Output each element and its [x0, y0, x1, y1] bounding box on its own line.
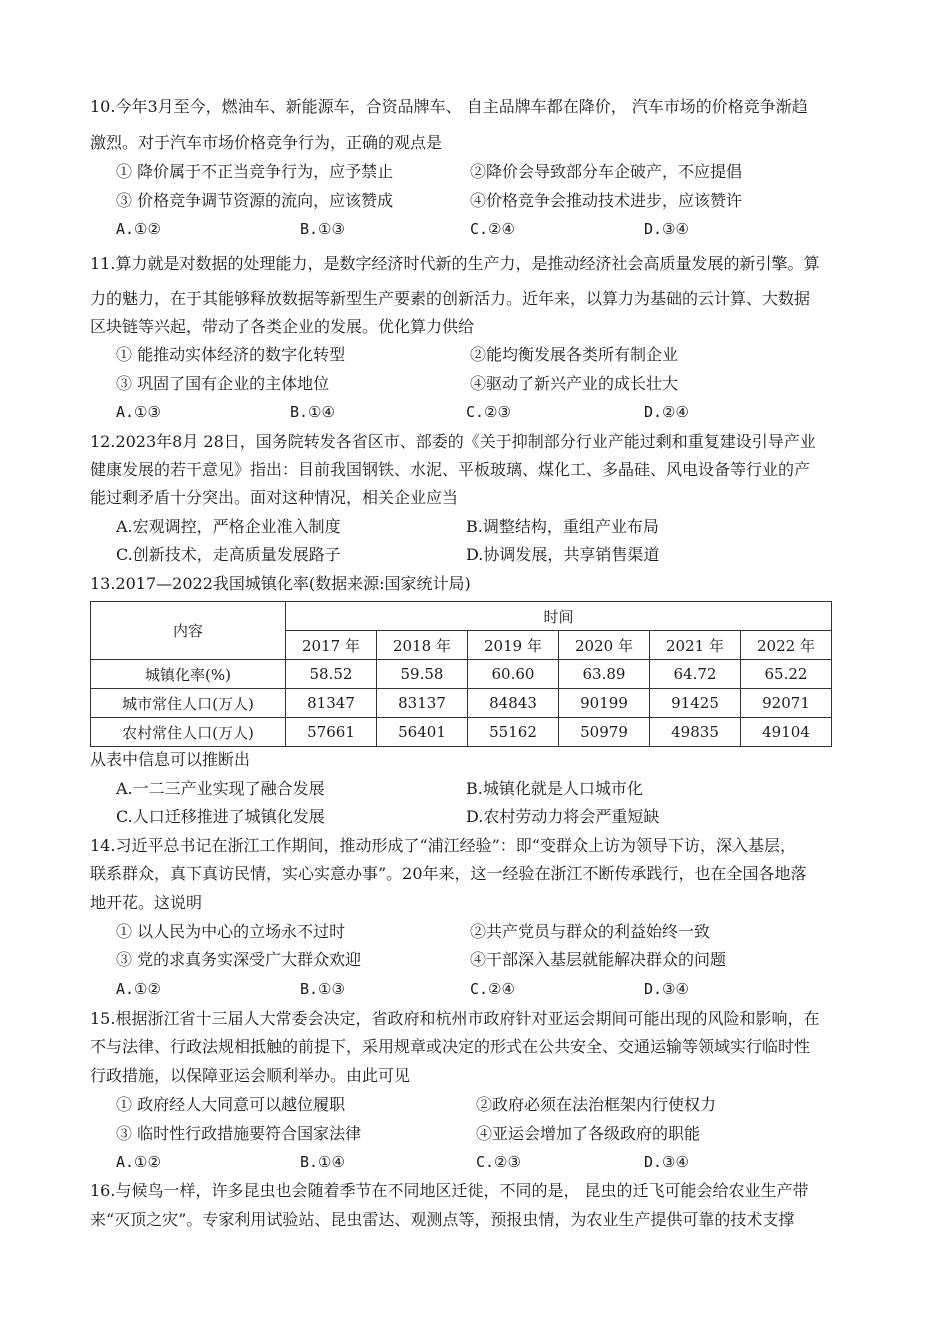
q15-statement-3: ③ 临时性行政措施要符合国家法律: [116, 1124, 362, 1143]
q13-choice-c: C.人口迁移推进了城镇化发展: [116, 807, 325, 826]
q11-choice-d: D.②④: [644, 403, 689, 421]
q10-statement-4: ④价格竞争会推动技术进步，应该赞许: [470, 191, 743, 210]
table-cell: 55162: [468, 718, 559, 747]
table-cell: 65.22: [741, 660, 832, 689]
q10-stem-line2: 激烈。对于汽车市场价格竞争行为，正确的观点是: [90, 133, 443, 152]
q16-stem-line1: 16.与候鸟一样，许多昆虫也会随着季节在不同地区迁徙，不同的是， 昆虫的迁飞可能会给农业生产带: [90, 1181, 809, 1200]
q13-choice-a: A.一二三产业实现了融合发展: [116, 779, 325, 798]
table-cell: 64.72: [650, 660, 741, 689]
table-row: [91, 660, 832, 689]
table-cell: 58.52: [286, 660, 377, 689]
table-cell: 49104: [741, 718, 832, 747]
q13-choice-d: D.农村劳动力将会严重短缺: [466, 807, 660, 826]
table-row: [91, 689, 832, 718]
year-header: 2021 年: [650, 631, 741, 660]
row-label: 城镇化率(%): [91, 660, 286, 689]
q10-choice-b: B.①③: [300, 220, 345, 238]
q11-stem-line2: 力的魅力，在于其能够释放数据等新型生产要素的创新活力。近年来，以算力为基础的云计算、大数据: [90, 289, 811, 308]
table-cell: 57661: [286, 718, 377, 747]
year-header: 2020 年: [559, 631, 650, 660]
year-header: 2017 年: [286, 631, 377, 660]
q10-stem-line1: 10.今年3月至今，燃油车、新能源车，合资品牌车、 自主品牌车都在降价， 汽车市场的价格竞争渐趋: [90, 97, 808, 116]
table-cell: 84843: [468, 689, 559, 718]
q14-statement-3: ③ 党的求真务实深受广大群众欢迎: [116, 950, 362, 969]
q14-choice-c: C.②④: [470, 980, 515, 998]
q11-statement-4: ④驱动了新兴产业的成长壮大: [470, 374, 679, 393]
table-cell: 49835: [650, 718, 741, 747]
row-label: 城市常住人口(万人): [91, 689, 286, 718]
table-cell: 50979: [559, 718, 650, 747]
q10-statement-3: ③ 价格竞争调节资源的流向，应该赞成: [116, 191, 394, 210]
q14-stem-line3: 地开花。这说明: [90, 893, 203, 912]
q13-choice-b: B.城镇化就是人口城市化: [466, 779, 643, 798]
q12-choice-a: A.宏观调控，严格企业准入制度: [116, 517, 341, 536]
q15-choice-c: C.②③: [476, 1153, 521, 1171]
table-cell: 83137: [377, 689, 468, 718]
q11-choice-a: A.①③: [116, 403, 161, 421]
q15-choice-b: B.①④: [300, 1153, 345, 1171]
q14-stem-line2: 联系群众，真下真访民情，实心实意办事”。20年来，这一经验在浙江不断传承践行，也在全国各地落: [90, 864, 807, 883]
q10-statement-2: ②降价会导致部分车企破产，不应提倡: [470, 162, 743, 181]
q15-statement-2: ②政府必须在法治框架内行使权力: [476, 1095, 717, 1114]
q15-stem-line3: 行政措施，以保障亚运会顺利举办。由此可见: [90, 1066, 411, 1085]
q15-stem-line2: 不与法律、行政法规相抵触的前提下，采用规章或决定的形式在公共安全、交通运输等领域实行临时性: [90, 1037, 811, 1056]
q15-choice-a: A.①②: [116, 1153, 161, 1171]
table-cell: 91425: [650, 689, 741, 718]
table-row: [91, 718, 832, 747]
q11-choice-c: C.②③: [466, 403, 511, 421]
table-row: [91, 602, 832, 631]
q15-statement-4: ④亚运会增加了各级政府的职能: [476, 1124, 701, 1143]
q13-title: 13.2017—2022我国城镇化率(数据来源:国家统计局): [90, 574, 471, 593]
q15-statement-1: ① 政府经人大同意可以越位履职: [116, 1095, 346, 1114]
table-cell: 81347: [286, 689, 377, 718]
table-cell: 59.58: [377, 660, 468, 689]
q14-statement-4: ④干部深入基层就能解决群众的问题: [470, 950, 727, 969]
q10-choice-d: D.③④: [644, 220, 689, 238]
table-cell: 90199: [559, 689, 650, 718]
table-cell: 56401: [377, 718, 468, 747]
table-cell: 63.89: [559, 660, 650, 689]
q11-stem-line3: 区块链等兴起，带动了各类企业的发展。优化算力供给: [90, 317, 475, 336]
q14-statement-1: ① 以人民为中心的立场永不过时: [116, 922, 346, 941]
year-header: 2022 年: [741, 631, 832, 660]
q10-choice-a: A.①②: [116, 220, 161, 238]
q12-choice-c: C.创新技术，走高质量发展路子: [116, 545, 341, 564]
q12-choice-d: D.协调发展，共享销售渠道: [466, 545, 660, 564]
year-header: 2018 年: [377, 631, 468, 660]
q11-statement-2: ②能均衡发展各类所有制企业: [470, 345, 679, 364]
q11-stem-line1: 11.算力就是对数据的处理能力，是数字经济时代新的生产力，是推动经济社会高质量发展的新引擎。算: [90, 254, 820, 273]
q15-stem-line1: 15.根据浙江省十三届人大常委会决定，省政府和杭州市政府针对亚运会期间可能出现的风险和影响，在: [90, 1009, 820, 1028]
q14-stem-line1: 14.习近平总书记在浙江工作期间，推动形成了“浦江经验”：即“变群众上访为领导下访，深入基层，: [90, 836, 796, 855]
q12-stem-line2: 健康发展的若干意见》指出：目前我国钢铁、水泥、平板玻璃、煤化工、多晶硅、风电设备等行业的产: [90, 460, 811, 479]
q12-stem-line1: 12.2023年8月 28日，国务院转发各省区市、部委的《关于抑制部分行业产能过剩和重复建设引导产业: [90, 432, 816, 451]
q14-choice-a: A.①②: [116, 980, 161, 998]
year-header: 2019 年: [468, 631, 559, 660]
table-cell: 92071: [741, 689, 832, 718]
table-time-header: 时间: [286, 602, 832, 631]
q10-choice-c: C.②④: [470, 220, 515, 238]
q13-stem-after-table: 从表中信息可以推断出: [90, 750, 251, 769]
table-cell: 60.60: [468, 660, 559, 689]
q12-stem-line3: 能过剩矛盾十分突出。面对这种情况，相关企业应当: [90, 488, 459, 507]
table-corner-header: 内容: [91, 602, 286, 660]
q11-statement-1: ① 能推动实体经济的数字化转型: [116, 345, 346, 364]
q10-statement-1: ① 降价属于不正当竞争行为，应予禁止: [116, 162, 394, 181]
q14-statement-2: ②共产党员与群众的利益始终一致: [470, 922, 711, 941]
q11-statement-3: ③ 巩固了国有企业的主体地位: [116, 374, 330, 393]
q12-choice-b: B.调整结构，重组产业布局: [466, 517, 659, 536]
q14-choice-d: D.③④: [644, 980, 689, 998]
q14-choice-b: B.①③: [300, 980, 345, 998]
row-label: 农村常住人口(万人): [91, 718, 286, 747]
q15-choice-d: D.③④: [644, 1153, 689, 1171]
q16-stem-line2: 来“灭顶之灾”。专家利用试验站、昆虫雷达、观测点等，预报虫情，为农业生产提供可靠的技术支撑: [90, 1210, 795, 1229]
urbanization-table: [90, 601, 832, 747]
q11-choice-b: B.①④: [290, 403, 335, 421]
